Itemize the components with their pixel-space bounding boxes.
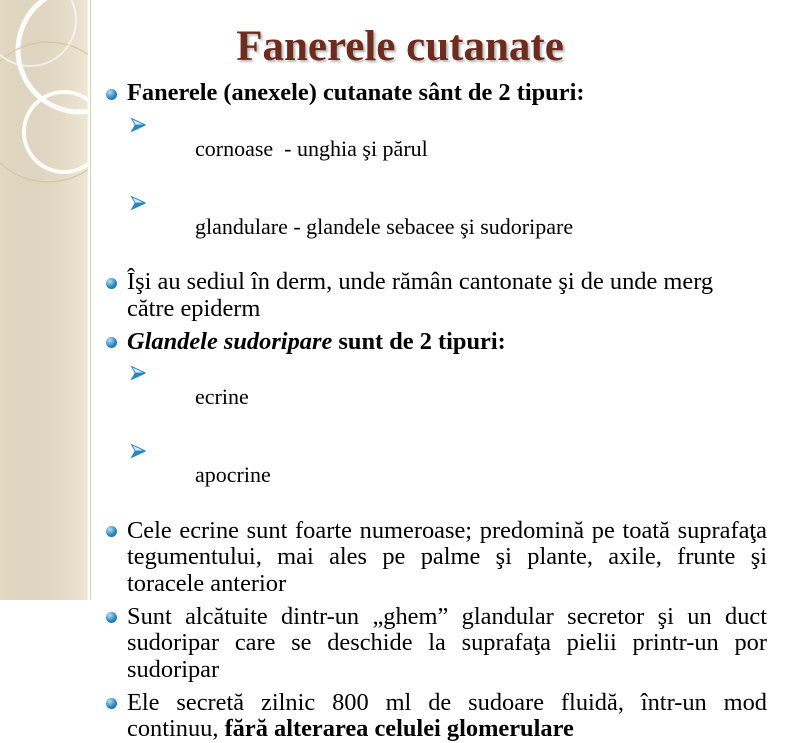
- sub-bullet-list: [127, 113, 767, 263]
- arrowhead-bullet-icon: [131, 444, 146, 458]
- bullet-item: [127, 604, 767, 684]
- bullet-item: [127, 329, 767, 512]
- emphasized-term: Glandele sudoripare: [127, 327, 333, 355]
- bullet-item: [127, 269, 767, 322]
- sub-bullet-item: [151, 361, 767, 433]
- bullet-text: [127, 329, 767, 356]
- bullet-paragraph: [127, 269, 767, 322]
- bold-conclusion: fără alterarea celulei glomerulare: [224, 715, 574, 742]
- bullet-text-line: [127, 716, 767, 743]
- bullet-item: [127, 690, 767, 743]
- bullet-paragraph: [127, 518, 767, 598]
- bullet-text-line: către epiderm: [127, 294, 261, 322]
- bullet-paragraph: [127, 604, 767, 684]
- bullet-text-line: toracele anterior: [127, 569, 287, 597]
- bullet-item: [127, 80, 767, 263]
- sub-bullet-text: apocrine: [195, 462, 271, 487]
- bullet-paragraph: [127, 690, 767, 743]
- arrowhead-bullet-icon: [131, 118, 146, 132]
- bullet-text-line: sudoripar care se deschide la suprafaţa pielii printr-un por: [127, 629, 767, 656]
- bullet-text-rest: sunt de 2 tipuri:: [332, 327, 506, 355]
- bullet-text-line: Îşi au sediul în derm, unde rămân cantonate şi de unde merg: [127, 268, 714, 295]
- bullet-text-line: Sunt alcătuite dintr-un „ghem” glandular secretor şi un duct: [127, 602, 767, 630]
- circle-bullet-icon: [106, 698, 117, 709]
- bullet-list: [127, 80, 767, 743]
- decorative-side-panel: [0, 0, 92, 600]
- sub-bullet-item: [151, 439, 767, 511]
- circle-bullet-icon: [106, 89, 117, 100]
- sub-bullet-text: glandulare - glandele sebacee şi sudoripare: [195, 213, 574, 239]
- sub-bullet-item: [151, 191, 767, 263]
- circle-bullet-icon: [106, 526, 117, 537]
- arrowhead-bullet-icon: [131, 196, 146, 210]
- circle-bullet-icon: [106, 278, 117, 289]
- bullet-text: Fanerele (anexele) cutanate sânt de 2 tipuri:: [127, 79, 585, 106]
- sub-bullet-text: ecrine: [195, 384, 249, 409]
- bullet-text-line: Cele ecrine sunt foarte numeroase; predomină pe toată suprafaţa: [127, 516, 767, 544]
- bullet-text-line: Ele secretă zilnic 800 ml de sudoare fluidă, într-un mod: [127, 688, 767, 716]
- bullet-text-line: sudoripar: [127, 655, 220, 683]
- circle-bullet-icon: [106, 612, 117, 623]
- slide-title: Fanerele cutanate: [236, 23, 564, 70]
- sub-bullet-item: [151, 113, 767, 185]
- bullet-text-line: tegumentului, mai ales pe palme şi plante, axile, frunte şi: [127, 543, 767, 570]
- arrowhead-bullet-icon: [131, 366, 146, 380]
- circle-bullet-icon: [106, 337, 117, 348]
- sub-bullet-list: [127, 361, 767, 511]
- bullet-text-segment: continuu,: [127, 715, 225, 742]
- bullet-item: [127, 518, 767, 598]
- sub-bullet-text: cornoase - unghia şi părul: [195, 135, 428, 161]
